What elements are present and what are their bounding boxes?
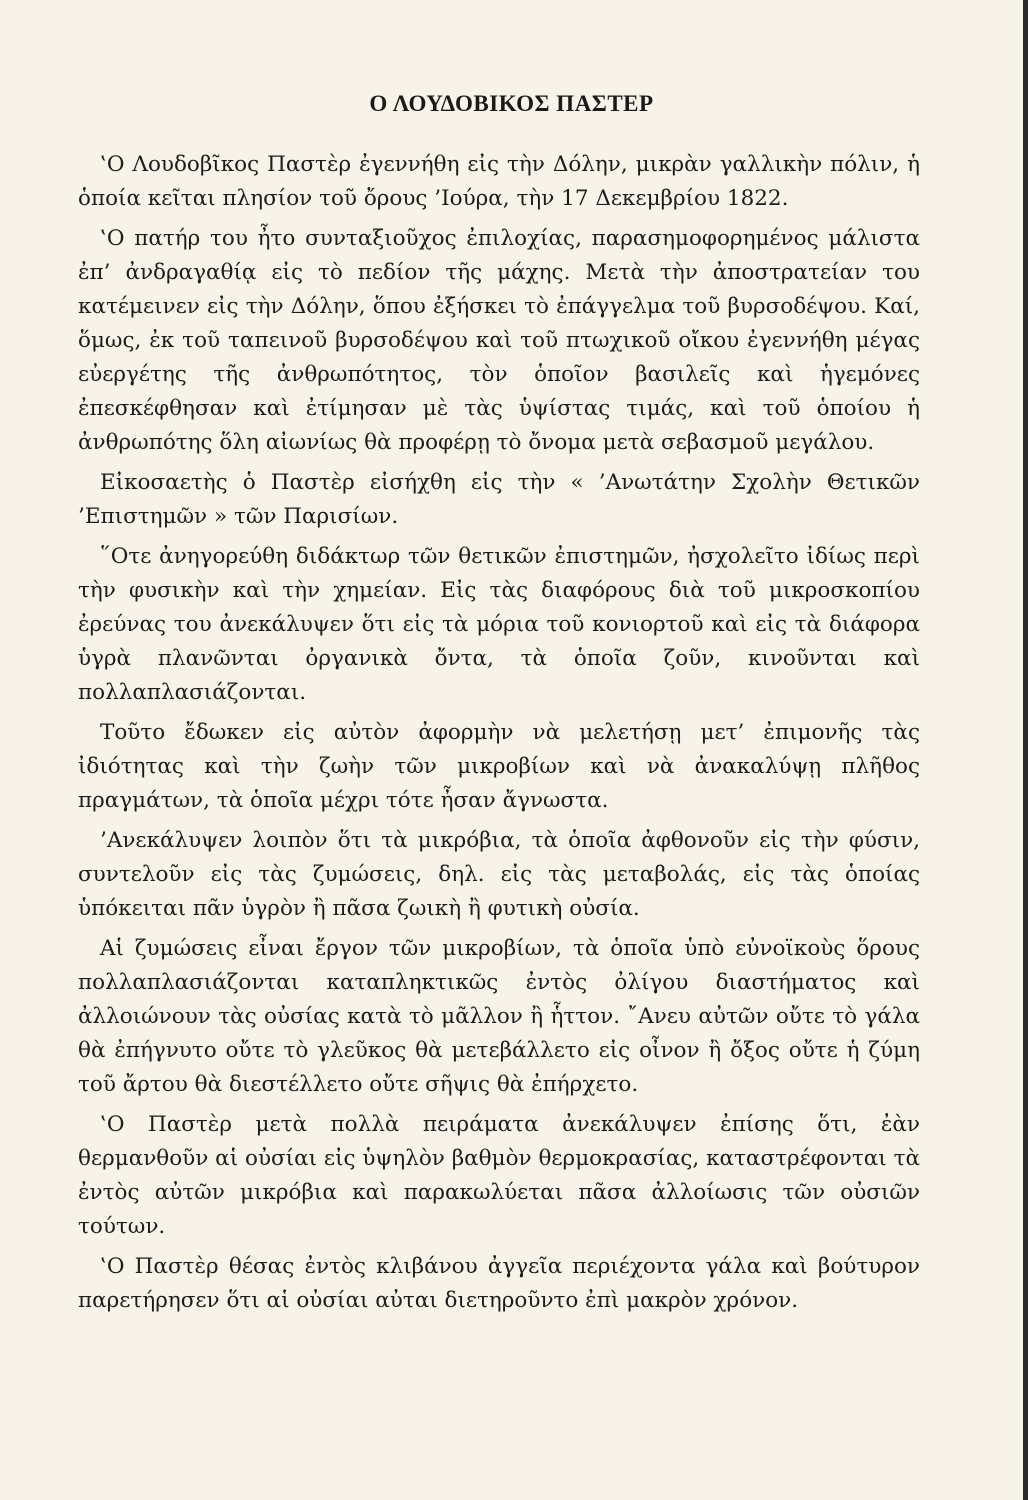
paragraph-1: ‛Ο Λουδοβῖκος Παστὲρ ἐγεννήθη εἰς τὴν Δόλην, μικρὰν γαλλικὴν πόλιν, ἡ ὁποία κεῖται πλησίον τοῦ ὄρους ’Ιούρα, τὴν 17 Δεκεμβρίου 1822. (78, 152, 920, 211)
document-body (78, 148, 920, 1324)
paragraph-4: ῞Οτε ἀνηγορεύθη διδάκτωρ τῶν θετικῶν ἐπιστημῶν, ἠσχολεῖτο ἰδίως περὶ τὴν φυσικὴν καὶ τὴν χημείαν. Εἰς τὰς διαφόρους διὰ τοῦ μικροσκοπίου ἐρεύνας του ἀνεκάλυψεν ὅτι εἰς τὰ μόρια τοῦ κονιορτοῦ καὶ εἰς τὰ διάφορα ὑγρὰ πλανῶνται ὀργανικὰ ὄντα, τὰ ὁποῖα ζοῦν, κινοῦνται καὶ πολλαπλασιάζονται. (78, 544, 920, 705)
paragraph-5: Τοῦτο ἔδωκεν εἰς αὐτὸν ἀφορμὴν νὰ μελετήσῃ μετ’ ἐπιμονῆς τὰς ἰδιότητας καὶ τὴν ζωὴν τῶν μικροβίων καὶ νὰ ἀνακαλύψῃ πλῆθος πραγμάτων, τὰ ὁποῖα μέχρι τότε ἦσαν ἄγνωστα. (78, 720, 920, 813)
paragraph-3: Εἰκοσαετὴς ὁ Παστὲρ εἰσήχθη εἰς τὴν « ’Ανωτάτην Σχολὴν Θετικῶν ’Επιστημῶν » τῶν Παρισίων. (78, 470, 920, 529)
page-title: Ο ΛΟΥΔΟΒΙΚΟΣ ΠΑΣΤΕΡ (369, 91, 654, 116)
paragraph-9: ‛Ο Παστὲρ θέσας ἐντὸς κλιβάνου ἀγγεῖα περιέχοντα γάλα καὶ βούτυρον παρετήρησεν ὅτι αἱ οὐσίαι αὐται διετηροῦντο ἐπὶ μακρὸν χρόνον. (78, 1254, 920, 1313)
paragraph-7: Αἱ ζυμώσεις εἶναι ἔργον τῶν μικροβίων, τὰ ὁποῖα ὑπὸ εὐνοϊκοὺς ὅρους πολλαπλασιάζονται καταπληκτικῶς ἐντὸς ὀλίγου διαστήματος καὶ ἀλλοιώνουν τὰς οὐσίας κατὰ τὸ μᾶλλον ἢ ἧττον. ῎Ανευ αὐτῶν οὔτε τὸ γάλα θὰ ἐπήγνυτο οὔτε τὸ γλεῦκος θὰ μετεβάλλετο εἰς οἶνον ἢ ὄξος οὔτε ἡ ζύμη τοῦ ἄρτου θὰ διεστέλλετο οὔτε σῆψις θὰ ἐπήρχετο. (78, 936, 920, 1097)
paragraph-2: ‛Ο πατήρ του ἦτο συνταξιοῦχος ἐπιλοχίας, παρασημοφορημένος μάλιστα ἐπ’ ἀνδραγαθίᾳ εἰς τὸ πεδίον τῆς μάχης. Μετὰ τὴν ἀποστρατείαν του κατέμεινεν εἰς τὴν Δόλην, ὅπου ἐξήσκει τὸ ἐπάγγελμα τοῦ βυρσοδέψου. Καί, ὅμως, ἐκ τοῦ ταπεινοῦ βυρσοδέψου καὶ τοῦ πτωχικοῦ οἴκου ἐγεννήθη μέγας εὐεργέτης τῆς ἀνθρωπότητος, τὸν ὁποῖον βασιλεῖς καὶ ἡγεμόνες ἐπεσκέφθησαν καὶ ἐτίμησαν μὲ τὰς ὑψίστας τιμάς, καὶ τοῦ ὁποίου ἡ ἀνθρωπότης ὅλη αἰωνίως θὰ προφέρῃ τὸ ὄνομα μετὰ σεβασμοῦ μεγάλου. (78, 226, 920, 455)
paragraph-8: ‛Ο Παστὲρ μετὰ πολλὰ πειράματα ἀνεκάλυψεν ἐπίσης ὅτι, ἐὰν θερμανθοῦν αἱ οὐσίαι εἰς ὑψηλὸν βαθμὸν θερμοκρασίας, καταστρέφονται τὰ ἐντὸς αὐτῶν μικρόβια καὶ παρακωλύεται πᾶσα ἀλλοίωσις τῶν οὐσιῶν τούτων. (78, 1112, 920, 1239)
paragraph-6: ’Ανεκάλυψεν λοιπὸν ὅτι τὰ μικρόβια, τὰ ὁποῖα ἀφθονοῦν εἰς τὴν φύσιν, συντελοῦν εἰς τὰς ζυμώσεις, δηλ. εἰς τὰς μεταβολάς, εἰς τὰς ὁποίας ὑπόκειται πᾶν ὑγρὸν ἢ πᾶσα ζωικὴ ἢ φυτικὴ οὐσία. (78, 828, 920, 921)
